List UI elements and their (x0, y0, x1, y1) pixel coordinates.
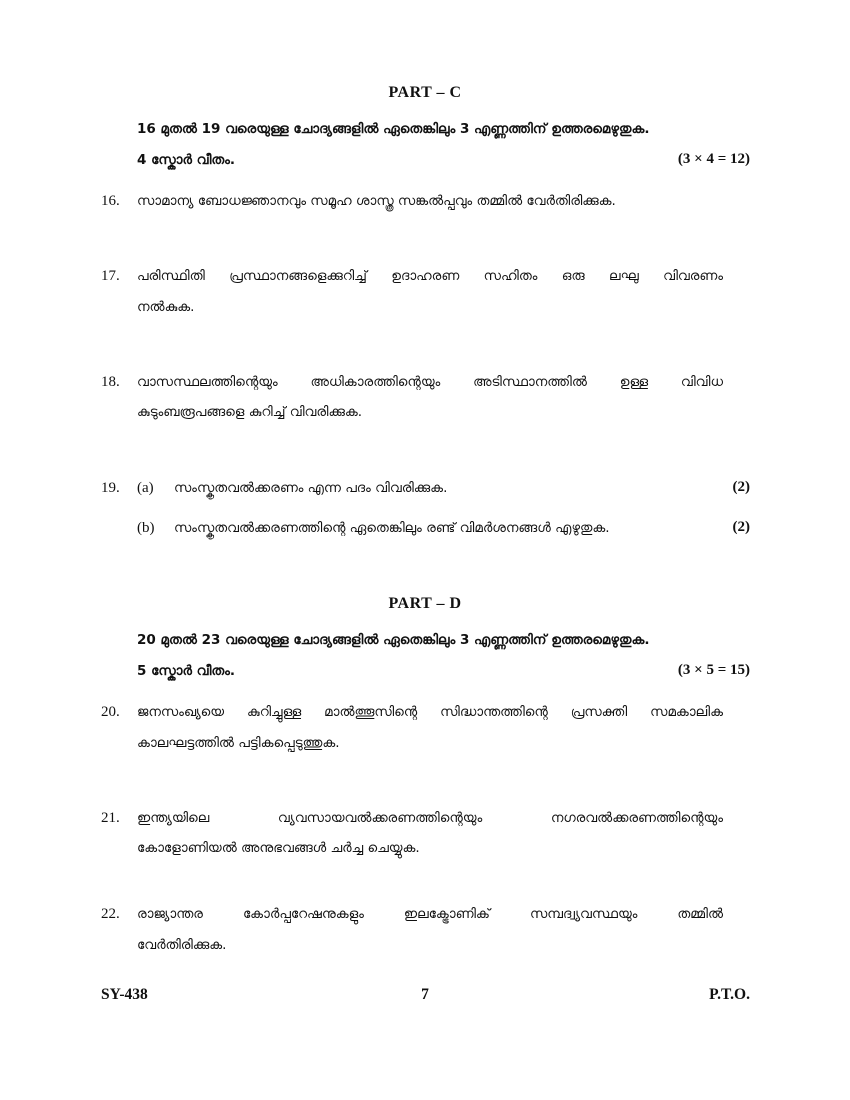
question-text: ഇന്ത്യയിലെ വ്യവസായവൽക്കരണത്തിന്റെയും നഗരവൽക്കരണത്തിന്റെയും (137, 810, 723, 826)
question-text: ജനസംഖ്യയെ കുറിച്ചുള്ള മാൽത്തൂസിന്റെ സിദ്ധാന്തത്തിന്റെ പ്രസക്തി സമകാലിക (137, 704, 723, 720)
question-text-continued: വേർതിരിക്കുക. (137, 937, 227, 953)
question-text-continued: കുടുംബരൂപങ്ങളെ കുറിച്ച് വിവരിക്കുക. (137, 404, 363, 420)
question-number: 22. (101, 906, 120, 922)
subquestion-label-b: (b) (137, 520, 155, 536)
part-c-heading: PART – C (388, 84, 462, 101)
question-number: 17. (101, 268, 120, 284)
pto-label: P.T.O. (709, 986, 750, 1003)
question-number: 18. (101, 374, 120, 390)
subquestion-marks-a: (2) (732, 479, 750, 495)
part-d-heading: PART – D (388, 595, 462, 612)
part-c-score-line: 4 സ്കോർ വീതം. (137, 152, 236, 168)
question-number: 16. (101, 193, 120, 209)
question-number: 20. (101, 704, 120, 720)
part-d-marks-formula: (3 × 5 = 15) (677, 662, 750, 678)
part-c-marks-formula: (3 × 4 = 12) (677, 151, 750, 167)
question-text-continued: നൽകുക. (137, 299, 195, 315)
part-d-score-line: 5 സ്കോർ വീതം. (137, 663, 236, 679)
question-number: 21. (101, 810, 120, 826)
subquestion-label-a: (a) (137, 480, 154, 496)
question-text: സാമാന്യ ബോധജ്ഞാനവും സമൂഹ ശാസ്ത്ര സങ്കൽപ്പവും തമ്മിൽ വേർതിരിക്കുക. (137, 193, 616, 209)
part-c-instruction: 16 മുതൽ 19 വരെയുള്ള ചോദ്യങ്ങളിൽ ഏതെങ്കിലും 3 എണ്ണത്തിന് ഉത്തരമെഴുതുക. (137, 121, 650, 137)
question-text-continued: കാലഘട്ടത്തിൽ പട്ടികപ്പെടുത്തുക. (137, 735, 340, 751)
subquestion-text-b: സംസ്കൃതവൽക്കരണത്തിന്റെ ഏതെങ്കിലും രണ്ട് വിമർശനങ്ങൾ എഴുതുക. (174, 520, 610, 536)
question-text: രാജ്യാന്തര കോർപ്പറേഷനുകളും ഇലക്ട്രോണിക് സമ്പദ്വ്യവസ്ഥയും തമ്മിൽ (137, 906, 723, 922)
subquestion-marks-b: (2) (732, 519, 750, 535)
question-text-continued: കോളോണിയൽ അനുഭവങ്ങൾ ചർച്ച ചെയ്യുക. (137, 840, 420, 856)
paper-code: SY-438 (101, 986, 148, 1003)
part-d-instruction: 20 മുതൽ 23 വരെയുള്ള ചോദ്യങ്ങളിൽ ഏതെങ്കിലും 3 എണ്ണത്തിന് ഉത്തരമെഴുതുക. (137, 632, 650, 648)
question-number: 19. (101, 480, 120, 496)
page-number: 7 (421, 986, 429, 1003)
question-text: പരിസ്ഥിതി പ്രസ്ഥാനങ്ങളെക്കുറിച്ച് ഉദാഹരണ സഹിതം ഒരു ലഘു വിവരണം (137, 268, 723, 284)
subquestion-text-a: സംസ്കൃതവൽക്കരണം എന്ന പദം വിവരിക്കുക. (174, 480, 448, 496)
question-text: വാസസ്ഥലത്തിന്റെയും അധികാരത്തിന്റെയും അടിസ്ഥാനത്തിൽ ഉള്ള വിവിധ (137, 374, 723, 390)
